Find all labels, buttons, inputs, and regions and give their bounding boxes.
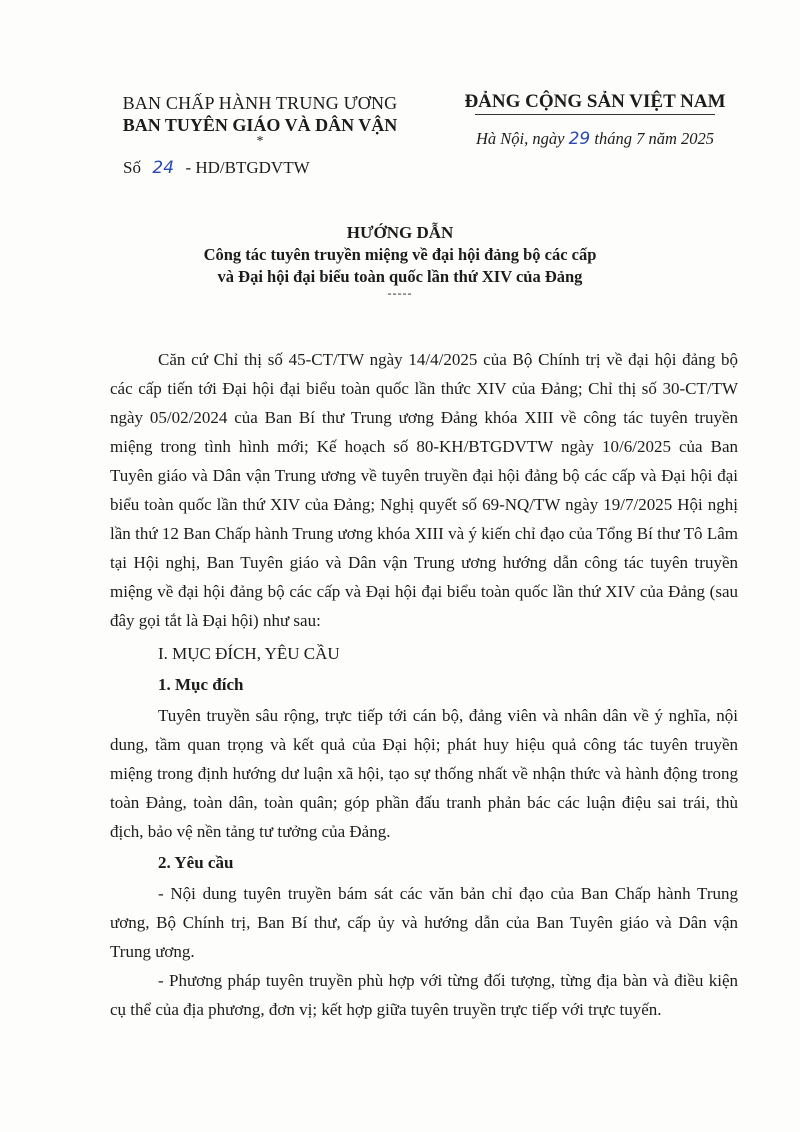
date-day-handwritten: 29 [568, 129, 591, 149]
issuing-organization: BAN TUYÊN GIÁO VÀ DÂN VẬN [122, 115, 398, 135]
document-subtitle-line-2: và Đại hội đại biểu toàn quốc lần thứ XIV của Đảng [217, 267, 583, 286]
document-type: HƯỚNG DẪN [346, 223, 454, 242]
document-subtitle-line-1: Công tác tuyên truyền miệng về đại hội đảng bộ các cấp [203, 245, 597, 264]
title-separator: ----- [387, 286, 413, 300]
party-header-block [440, 90, 750, 149]
purpose-paragraph: Tuyên truyền sâu rộng, trực tiếp tới cán bộ, đảng viên và nhân dân về ý nghĩa, nội dung, tầm quan trọng và kết quả của Đại hội; phát huy hiệu quả công tác tuyên truyền miệng trong định hướng dư luận xã hội, tạo sự thống nhất về nhận thức và hành động trong toàn Đảng, toàn dân, toàn quân; góp phần đấu tranh phản bác các luận điệu sai trái, thù địch, bảo vệ nền tảng tư tưởng của Đảng. [110, 706, 738, 841]
date-suffix: tháng 7 năm 2025 [594, 129, 714, 148]
party-name-underline [475, 114, 715, 115]
party-name: ĐẢNG CỘNG SẢN VIỆT NAM [464, 91, 726, 112]
document-title-block [60, 222, 740, 298]
requirement-item-2: - Phương pháp tuyên truyền phù hợp với từng đối tượng, từng địa bàn và điều kiện cụ thể của địa phương, đơn vị; kết hợp giữa tuyên truyền trực tiếp với trực tuyến. [110, 971, 738, 1019]
place-and-date [440, 129, 750, 149]
subsection-heading-requirements: 2. Yêu cầu [158, 853, 234, 872]
parent-organization: BAN CHẤP HÀNH TRUNG ƯƠNG [122, 93, 398, 113]
requirement-item-1: - Nội dung tuyên truyền bám sát các văn bản chỉ đạo của Ban Chấp hành Trung ương, Bộ Chính trị, Ban Bí thư, cấp ủy và hướng dẫn của Ban Tuyên giáo và Dân vận Trung ương. [110, 884, 738, 961]
date-prefix: Hà Nội, ngày [476, 129, 565, 148]
intro-paragraph: Căn cứ Chỉ thị số 45-CT/TW ngày 14/4/2025 của Bộ Chính trị về đại hội đảng bộ các cấp tiến tới Đại hội đại biểu toàn quốc lần thức XIV của Đảng; Chỉ thị số 30-CT/TW ngày 05/02/2024 của Ban Bí thư Trung ương Đảng khóa XIII về công tác tuyên truyền miệng trong tình hình mới; Kế hoạch số 80-KH/BTGDVTW ngày 10/6/2025 của Ban Tuyên giáo và Dân vận Trung ương về tuyên truyền đại hội đảng bộ các cấp và Đại hội đại biểu toàn quốc lần thứ XIV của Đảng; Nghị quyết số 69-NQ/TW ngày 19/7/2025 Hội nghị lần thứ 12 Ban Chấp hành Trung ương khóa XIII và ý kiến chỉ đạo của Tổng Bí thư Tô Lâm tại Hội nghị, Ban Tuyên giáo và Dân vận Trung ương hướng dẫn công tác tuyên truyền miệng về đại hội đảng bộ các cấp và Đại hội đại biểu toàn quốc lần thứ XIV của Đảng (sau đây gọi tắt là Đại hội) như sau: [110, 350, 738, 630]
star-mark: * [256, 134, 264, 149]
issuing-authority-block [100, 92, 420, 148]
section-heading-purpose-requirements: I. MỤC ĐÍCH, YÊU CẦU [158, 644, 340, 663]
subsection-heading-purpose: 1. Mục đích [158, 675, 244, 694]
document-number [123, 158, 310, 178]
number-prefix: Số [123, 158, 141, 177]
number-handwritten: 24 [152, 158, 175, 178]
number-suffix: - HD/BTGDVTW [185, 158, 310, 177]
document-body [110, 345, 738, 1024]
